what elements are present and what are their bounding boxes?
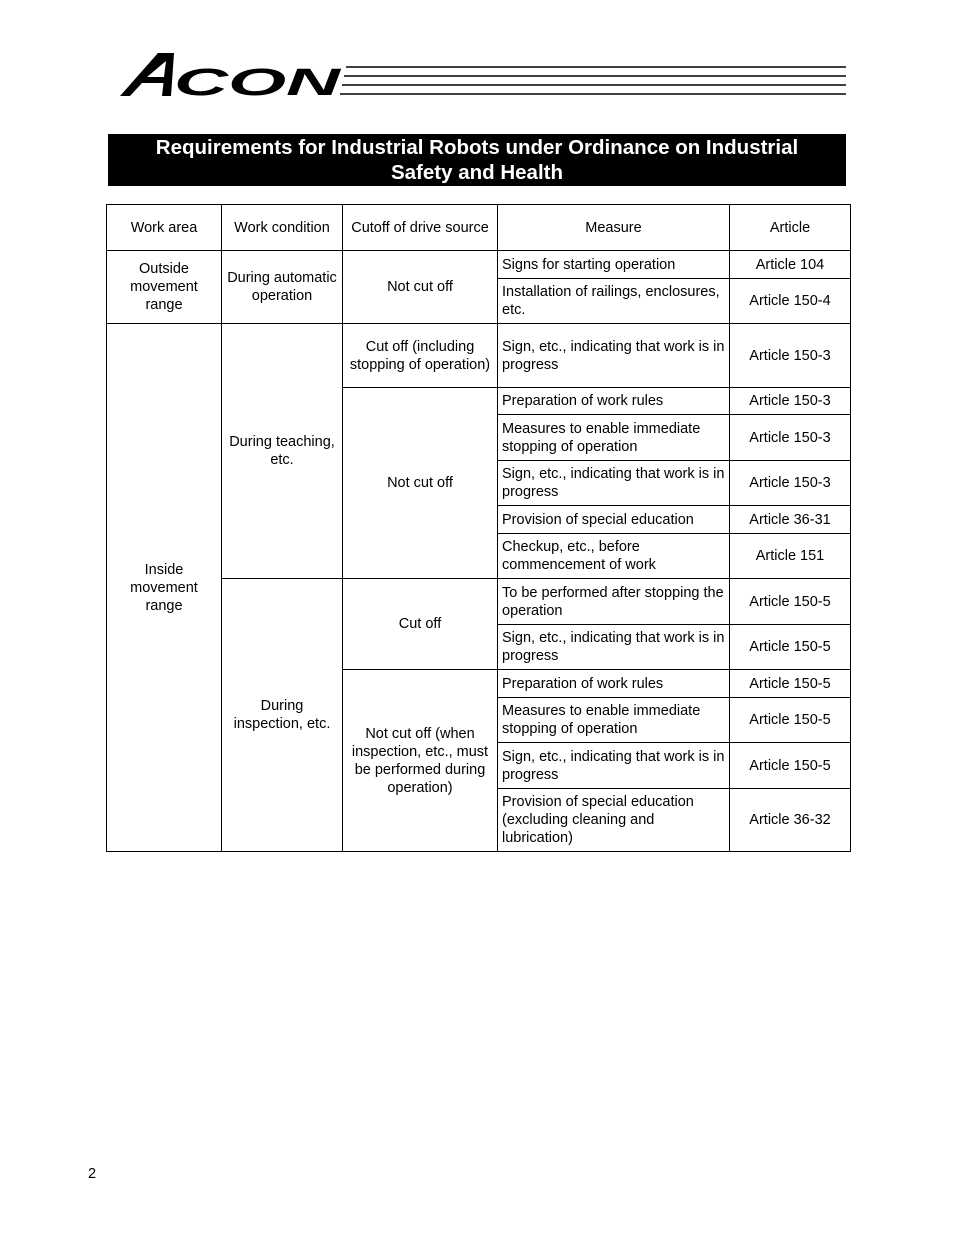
article-cell: Article 150-3 (730, 388, 851, 415)
measure-cell: Preparation of work rules (498, 670, 730, 698)
cutoff-cell: Not cut off (343, 388, 498, 579)
article-cell: Article 150-5 (730, 698, 851, 743)
article-cell: Article 36-32 (730, 789, 851, 852)
table-header-row (107, 205, 851, 251)
table-row (107, 324, 851, 388)
measure-cell: Sign, etc., indicating that work is in progress (498, 625, 730, 670)
table-row (107, 251, 851, 279)
measure-cell: Measures to enable immediate stopping of operation (498, 415, 730, 461)
measure-cell: To be performed after stopping the operation (498, 579, 730, 625)
work-condition-cell: During inspection, etc. (222, 579, 343, 852)
work-condition-cell: During teaching, etc. (222, 324, 343, 579)
page-number: 2 (88, 1166, 97, 1182)
article-cell: Article 150-4 (730, 279, 851, 324)
measure-cell: Installation of railings, enclosures, etc. (498, 279, 730, 324)
article-cell: Article 150-5 (730, 625, 851, 670)
article-cell: Article 150-5 (730, 579, 851, 625)
measure-cell: Provision of special education (excluding cleaning and lubrication) (498, 789, 730, 852)
header-measure: Measure (498, 205, 730, 251)
section-title (108, 134, 846, 186)
article-cell: Article 150-5 (730, 743, 851, 789)
measure-cell: Sign, etc., indicating that work is in progress (498, 324, 730, 388)
article-cell: Article 150-3 (730, 461, 851, 506)
measure-cell: Sign, etc., indicating that work is in progress (498, 743, 730, 789)
measure-cell: Checkup, etc., before commencement of work (498, 534, 730, 579)
work-condition-cell: During automatic operation (222, 251, 343, 324)
measure-cell: Signs for starting operation (498, 251, 730, 279)
work-area-cell: Outside movement range (107, 251, 222, 324)
section-title-line-2: Safety and Health (390, 161, 564, 184)
header-article: Article (730, 205, 851, 251)
article-cell: Article 150-3 (730, 415, 851, 461)
article-cell: Article 36-31 (730, 506, 851, 534)
header-work-condition: Work condition (222, 205, 343, 251)
acon-logo-text: CON (174, 62, 344, 100)
header-work-area: Work area (107, 205, 222, 251)
article-cell: Article 150-3 (730, 324, 851, 388)
cutoff-cell: Not cut off (343, 251, 498, 324)
article-cell: Article 151 (730, 534, 851, 579)
article-cell: Article 104 (730, 251, 851, 279)
measure-cell: Provision of special education (498, 506, 730, 534)
header-cutoff: Cutoff of drive source (343, 205, 498, 251)
acon-logo-graphic (118, 50, 848, 100)
cutoff-cell: Cut off (343, 579, 498, 670)
requirements-table (106, 204, 851, 852)
cutoff-cell: Cut off (including stopping of operation) (343, 324, 498, 388)
measure-cell: Measures to enable immediate stopping of operation (498, 698, 730, 743)
work-area-cell: Inside movement range (107, 324, 222, 852)
section-title-line-1: Requirements for Industrial Robots under Ordinance on Industrial (155, 136, 799, 159)
measure-cell: Preparation of work rules (498, 388, 730, 415)
measure-cell: Sign, etc., indicating that work is in progress (498, 461, 730, 506)
article-cell: Article 150-5 (730, 670, 851, 698)
acon-logo (118, 50, 848, 100)
cutoff-cell: Not cut off (when inspection, etc., must be performed during operation) (343, 670, 498, 852)
